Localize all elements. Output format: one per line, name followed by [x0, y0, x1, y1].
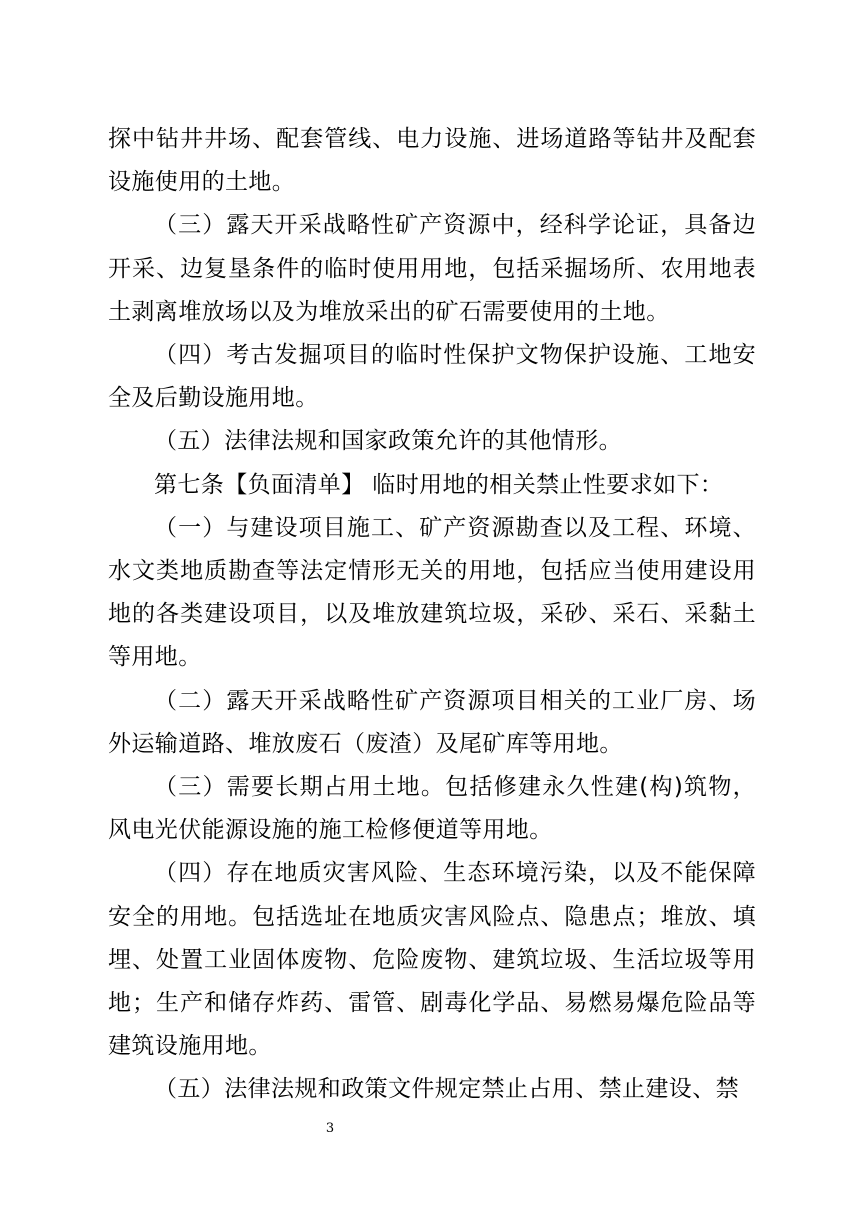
- paragraph-item-3: （三）露天开采战略性矿产资源中，经科学论证，具备边开采、边复垦条件的临时使用用地，包括采掘场所、农用地表土剥离堆放场以及为堆放采出的矿石需要使用的土地。: [108, 212, 756, 325]
- paragraph-negative-item-1: （一）与建设项目施工、矿产资源勘查以及工程、环境、水文类地质勘查等法定情形无关的用地，包括应当使用建设用地的各类建设项目，以及堆放建筑垃圾，采砂、采石、采黏土等用地。: [108, 514, 756, 671]
- paragraph-item-5: （五）法律法规和国家政策允许的其他情形。: [154, 428, 622, 455]
- paragraph-negative-item-3: （三）需要长期占用土地。包括修建永久性建(构)筑物，风电光伏能源设施的施工检修便道等用地。: [108, 774, 756, 844]
- body-text: [108, 118, 756, 1112]
- paragraph-negative-item-5: （五）法律法规和政策文件规定禁止占用、禁止建设、禁: [154, 1076, 739, 1103]
- paragraph-item-4: （四）考古发掘项目的临时性保护文物保护设施、工地安全及后勤设施用地。: [108, 342, 756, 412]
- page-number: 3: [325, 1121, 335, 1136]
- paragraph-continuation: 探中钻井井场、配套管线、电力设施、进场道路等钻井及配套设施使用的土地。: [108, 126, 756, 196]
- article-7-heading: 第七条【负面清单】 临时用地的相关禁止性要求如下：: [154, 471, 724, 498]
- paragraph-negative-item-2: （二）露天开采战略性矿产资源项目相关的工业厂房、场外运输道路、堆放废石（废渣）及尾矿库等用地。: [108, 687, 756, 757]
- paragraph-negative-item-4: （四）存在地质灾害风险、生态环境污染，以及不能保障安全的用地。包括选址在地质灾害风险点、隐患点；堆放、填埋、处置工业固体废物、危险废物、建筑垃圾、生活垃圾等用地；生产和储存炸药、雷管、剧毒化学品、易燃易爆危险品等建筑设施用地。: [108, 860, 756, 1060]
